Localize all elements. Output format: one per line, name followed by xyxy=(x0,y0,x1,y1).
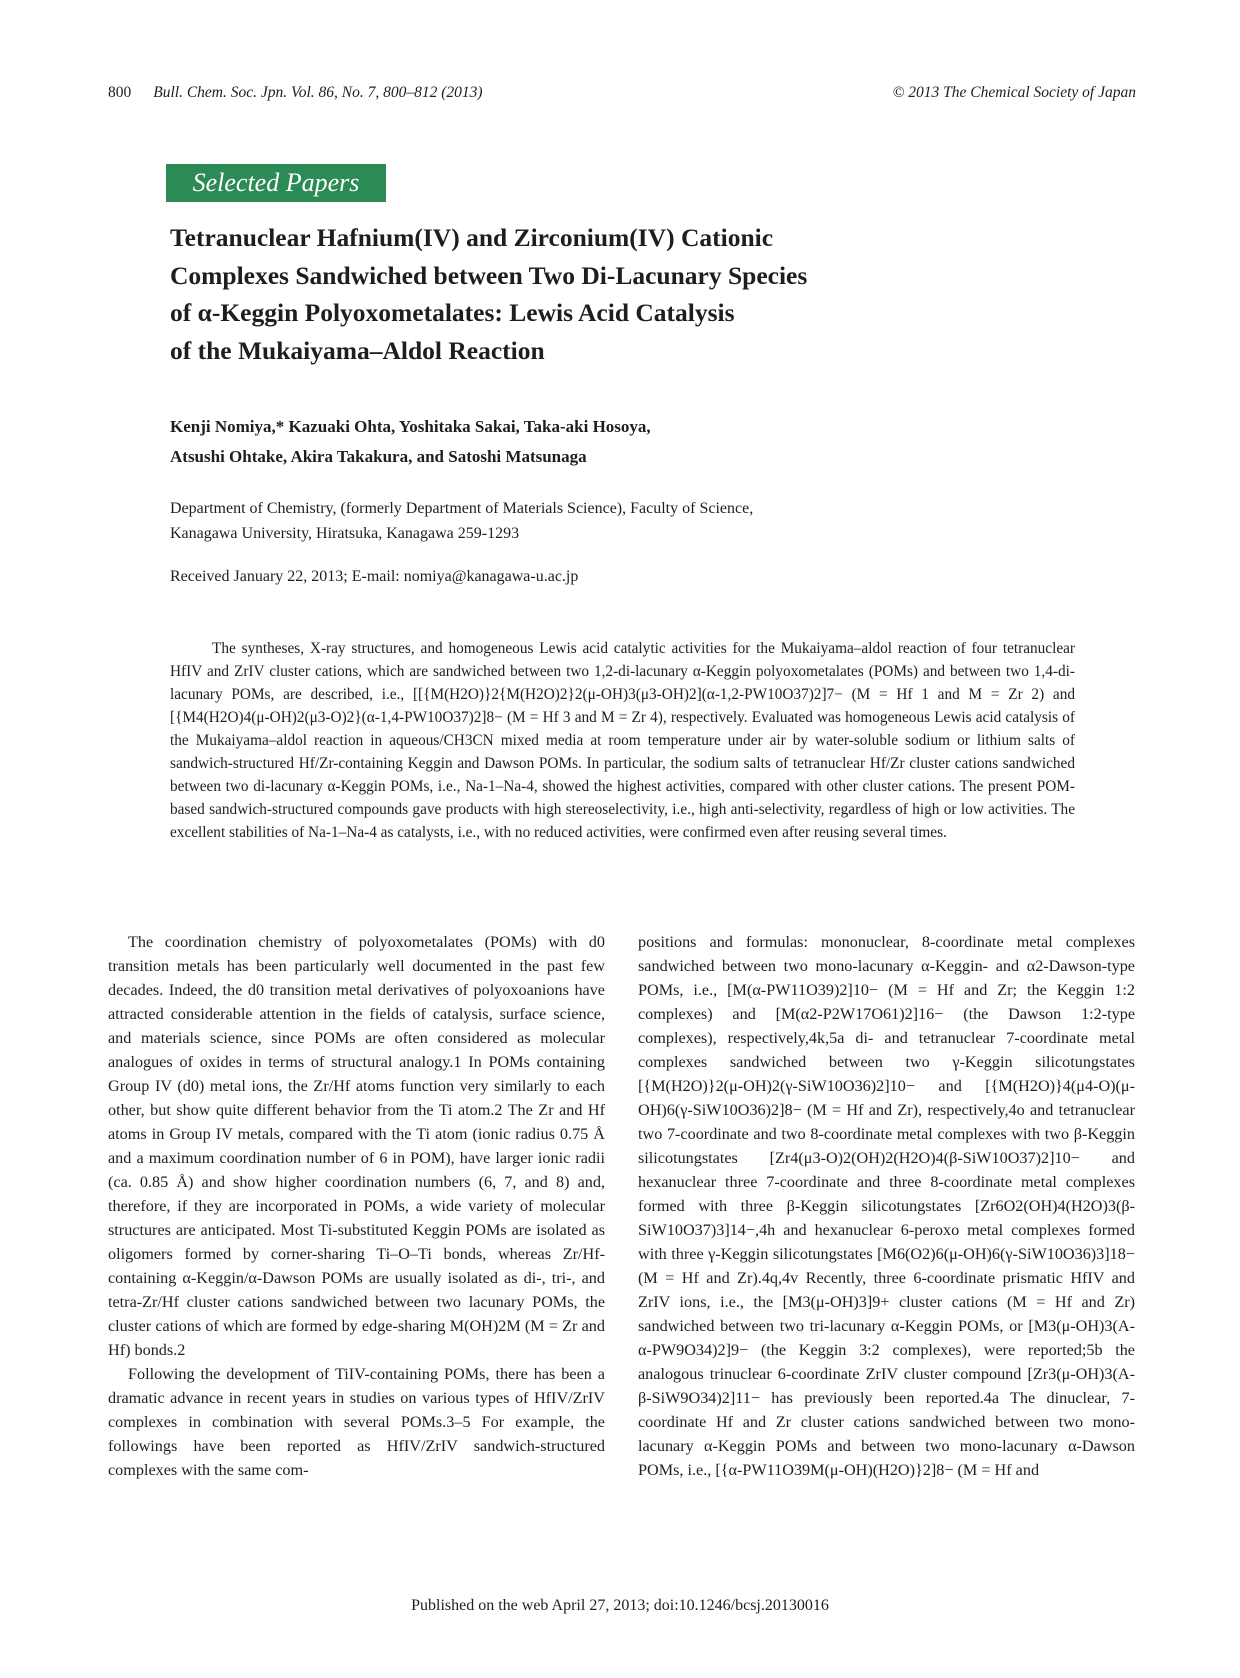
journal-citation: Bull. Chem. Soc. Jpn. Vol. 86, No. 7, 800–812 (2013) xyxy=(153,84,483,101)
body-column-right xyxy=(638,930,1135,1482)
running-header-left xyxy=(108,84,483,102)
title-line: Tetranuclear Hafnium(IV) and Zirconium(IV) Cationic xyxy=(170,223,774,252)
affiliation-line: Department of Chemistry, (formerly Department of Materials Science), Faculty of Science, xyxy=(170,500,754,517)
body-column-left xyxy=(108,930,605,1482)
received-date-email: Received January 22, 2013; E-mail: nomiya@kanagawa-u.ac.jp xyxy=(170,568,579,585)
title-line: Complexes Sandwiched between Two Di-Lacunary Species xyxy=(170,260,808,290)
body-paragraph: positions and formulas: mononuclear, 8-coordinate metal complexes sandwiched between two mono-lacunary α-Keggin- and α2-Dawson-type POMs, i.e., [M(α-PW11O39)2]10− (M = Hf and Zr; the Keggin 1:2 complexes) and [M(α2-P2W17O61)2]16− (the Dawson 1:2-type complexes), respectively,4k,5a di- and tetranuclear 7-coordinate metal complexes sandwiched between two γ-Keggin silicotungstates [{M(H2O)}2(μ-OH)2(γ-SiW10O36)2]10− and [{M(H2O)}4(μ4-O)(μ-OH)6(γ-SiW10O36)2]8− (M = Hf and Zr), respectively,4o and tetranuclear two 7-coordinate and two 8-coordinate metal complexes with two β-Keggin silicotungstates [Zr4(μ3-O)2(OH)2(H2O)4(β-SiW10O37)2]10− and hexanuclear three 7-coordinate and three 8-coordinate metal complexes formed with three β-Keggin silicotungstates [Zr6O2(OH)4(H2O)3(β-SiW10O37)3]14−,4h and hexanuclear 6-peroxo metal complexes formed with three γ-Keggin silicotungstates [M6(O2)6(μ-OH)6(γ-SiW10O36)3]18− (M = Hf and Zr).4q,4v Recently, three 6-coordinate prismatic HfIV and ZrIV ions, i.e., the [M3(μ-OH)3]9+ cluster cations (M = Hf and Zr) sandwiched between two tri-lacunary α-Keggin POMs, or [M3(μ-OH)3(A-α-PW9O34)2]9− (the Keggin 3:2 complexes), were reported;5b the analogous trinuclear 6-coordinate ZrIV cluster compound [Zr3(μ-OH)3(A-β-SiW9O34)2]11− has previously been reported.4a The dinuclear, 7-coordinate Hf and Zr cluster cations sandwiched between two mono-lacunary α-Keggin POMs and between two mono-lacunary α-Dawson POMs, i.e., [{α-PW11O39M(μ-OH)(H2O)}2]8− (M = Hf and xyxy=(638,933,1135,1479)
affiliation-line: Kanagawa University, Hiratsuka, Kanagawa 259-1293 xyxy=(170,525,520,542)
author-list xyxy=(170,412,651,472)
title-line: of α-Keggin Polyoxometalates: Lewis Acid Catalysis xyxy=(170,298,735,327)
body-paragraph: The coordination chemistry of polyoxometalates (POMs) with d0 transition metals has been particularly well documented in the past few decades. Indeed, the d0 transition metal derivatives of polyoxoanions have attracted considerable attention in the fields of catalysis, surface science, and materials science, since POMs are often considered as molecular analogues of oxides in terms of structural analogy.1 In POMs containing Group IV (d0) metal ions, the Zr/Hf atoms function very similarly to each other, but show quite different behavior from the Ti atom.2 The Zr and Hf atoms in Group IV metals, compared with the Ti atom (ionic radius 0.75 Å and a maximum coordination number of 6 in POM), have larger ionic radii (ca. 0.85 Å) and show higher coordination numbers (6, 7, and 8) and, therefore, if they are incorporated in POMs, a wide variety of molecular structures are anticipated. Most Ti-substituted Keggin POMs are isolated as oligomers formed by corner-sharing Ti–O–Ti bonds, whereas Zr/Hf-containing α-Keggin/α-Dawson POMs are usually isolated as di-, tri-, and tetra-Zr/Hf cluster cations sandwiched between two lacunary POMs, the cluster cations of which are formed by edge-sharing M(OH)2M (M = Zr and Hf) bonds.2 xyxy=(108,933,605,1359)
publication-footer: Published on the web April 27, 2013; doi:10.1246/bcsj.20130016 xyxy=(411,1597,829,1614)
affiliation xyxy=(170,496,753,546)
page-number: 800 xyxy=(108,84,132,101)
copyright-notice: © 2013 The Chemical Society of Japan xyxy=(892,84,1136,101)
paper-title xyxy=(170,219,990,369)
abstract: The syntheses, X-ray structures, and homogeneous Lewis acid catalytic activities for the Mukaiyama–aldol reaction of four tetranuclear HfIV and ZrIV cluster cations, which are sandwiched between two 1,2-di-lacunary α-Keggin polyoxometalates (POMs) and between two 1,4-di-lacunary POMs, are described, i.e., [[{M(H2O)}2{M(H2O)2}2(μ-OH)3(μ3-OH)2](α-1,2-PW10O37)2]7− (M = Hf 1 and M = Zr 2) and [{M4(H2O)4(μ-OH)2(μ3-O)2}(α-1,4-PW10O37)2]8− (M = Hf 3 and M = Zr 4), respectively. Evaluated was homogeneous Lewis acid catalysis of the Mukaiyama–aldol reaction in aqueous/CH3CN mixed media at room temperature under air by water-soluble sodium or lithium salts of sandwich-structured Hf/Zr-containing Keggin and Dawson POMs. In particular, the sodium salts of tetranuclear Hf/Zr cluster cations sandwiched between two di-lacunary α-Keggin POMs, i.e., Na-1–Na-4, showed the highest activities, compared with other cluster cations. The present POM-based sandwich-structured compounds gave products with high stereoselectivity, i.e., high anti-selectivity, regardless of high or low activities. The excellent stabilities of Na-1–Na-4 as catalysts, i.e., with no reduced activities, were confirmed even after reusing several times. xyxy=(170,640,1075,841)
author-line: Kenji Nomiya,* Kazuaki Ohta, Yoshitaka Sakai, Taka-aki Hosoya, xyxy=(170,417,651,436)
section-banner: Selected Papers xyxy=(166,164,386,202)
author-line: Atsushi Ohtake, Akira Takakura, and Satoshi Matsunaga xyxy=(170,447,587,466)
body-paragraph: Following the development of TiIV-containing POMs, there has been a dramatic advance in recent years in studies on various types of HfIV/ZrIV complexes in combination with several POMs.3–5 For example, the followings have been reported as HfIV/ZrIV sandwich-structured complexes with the same com- xyxy=(108,1365,605,1479)
title-line: of the Mukaiyama–Aldol Reaction xyxy=(170,335,545,365)
